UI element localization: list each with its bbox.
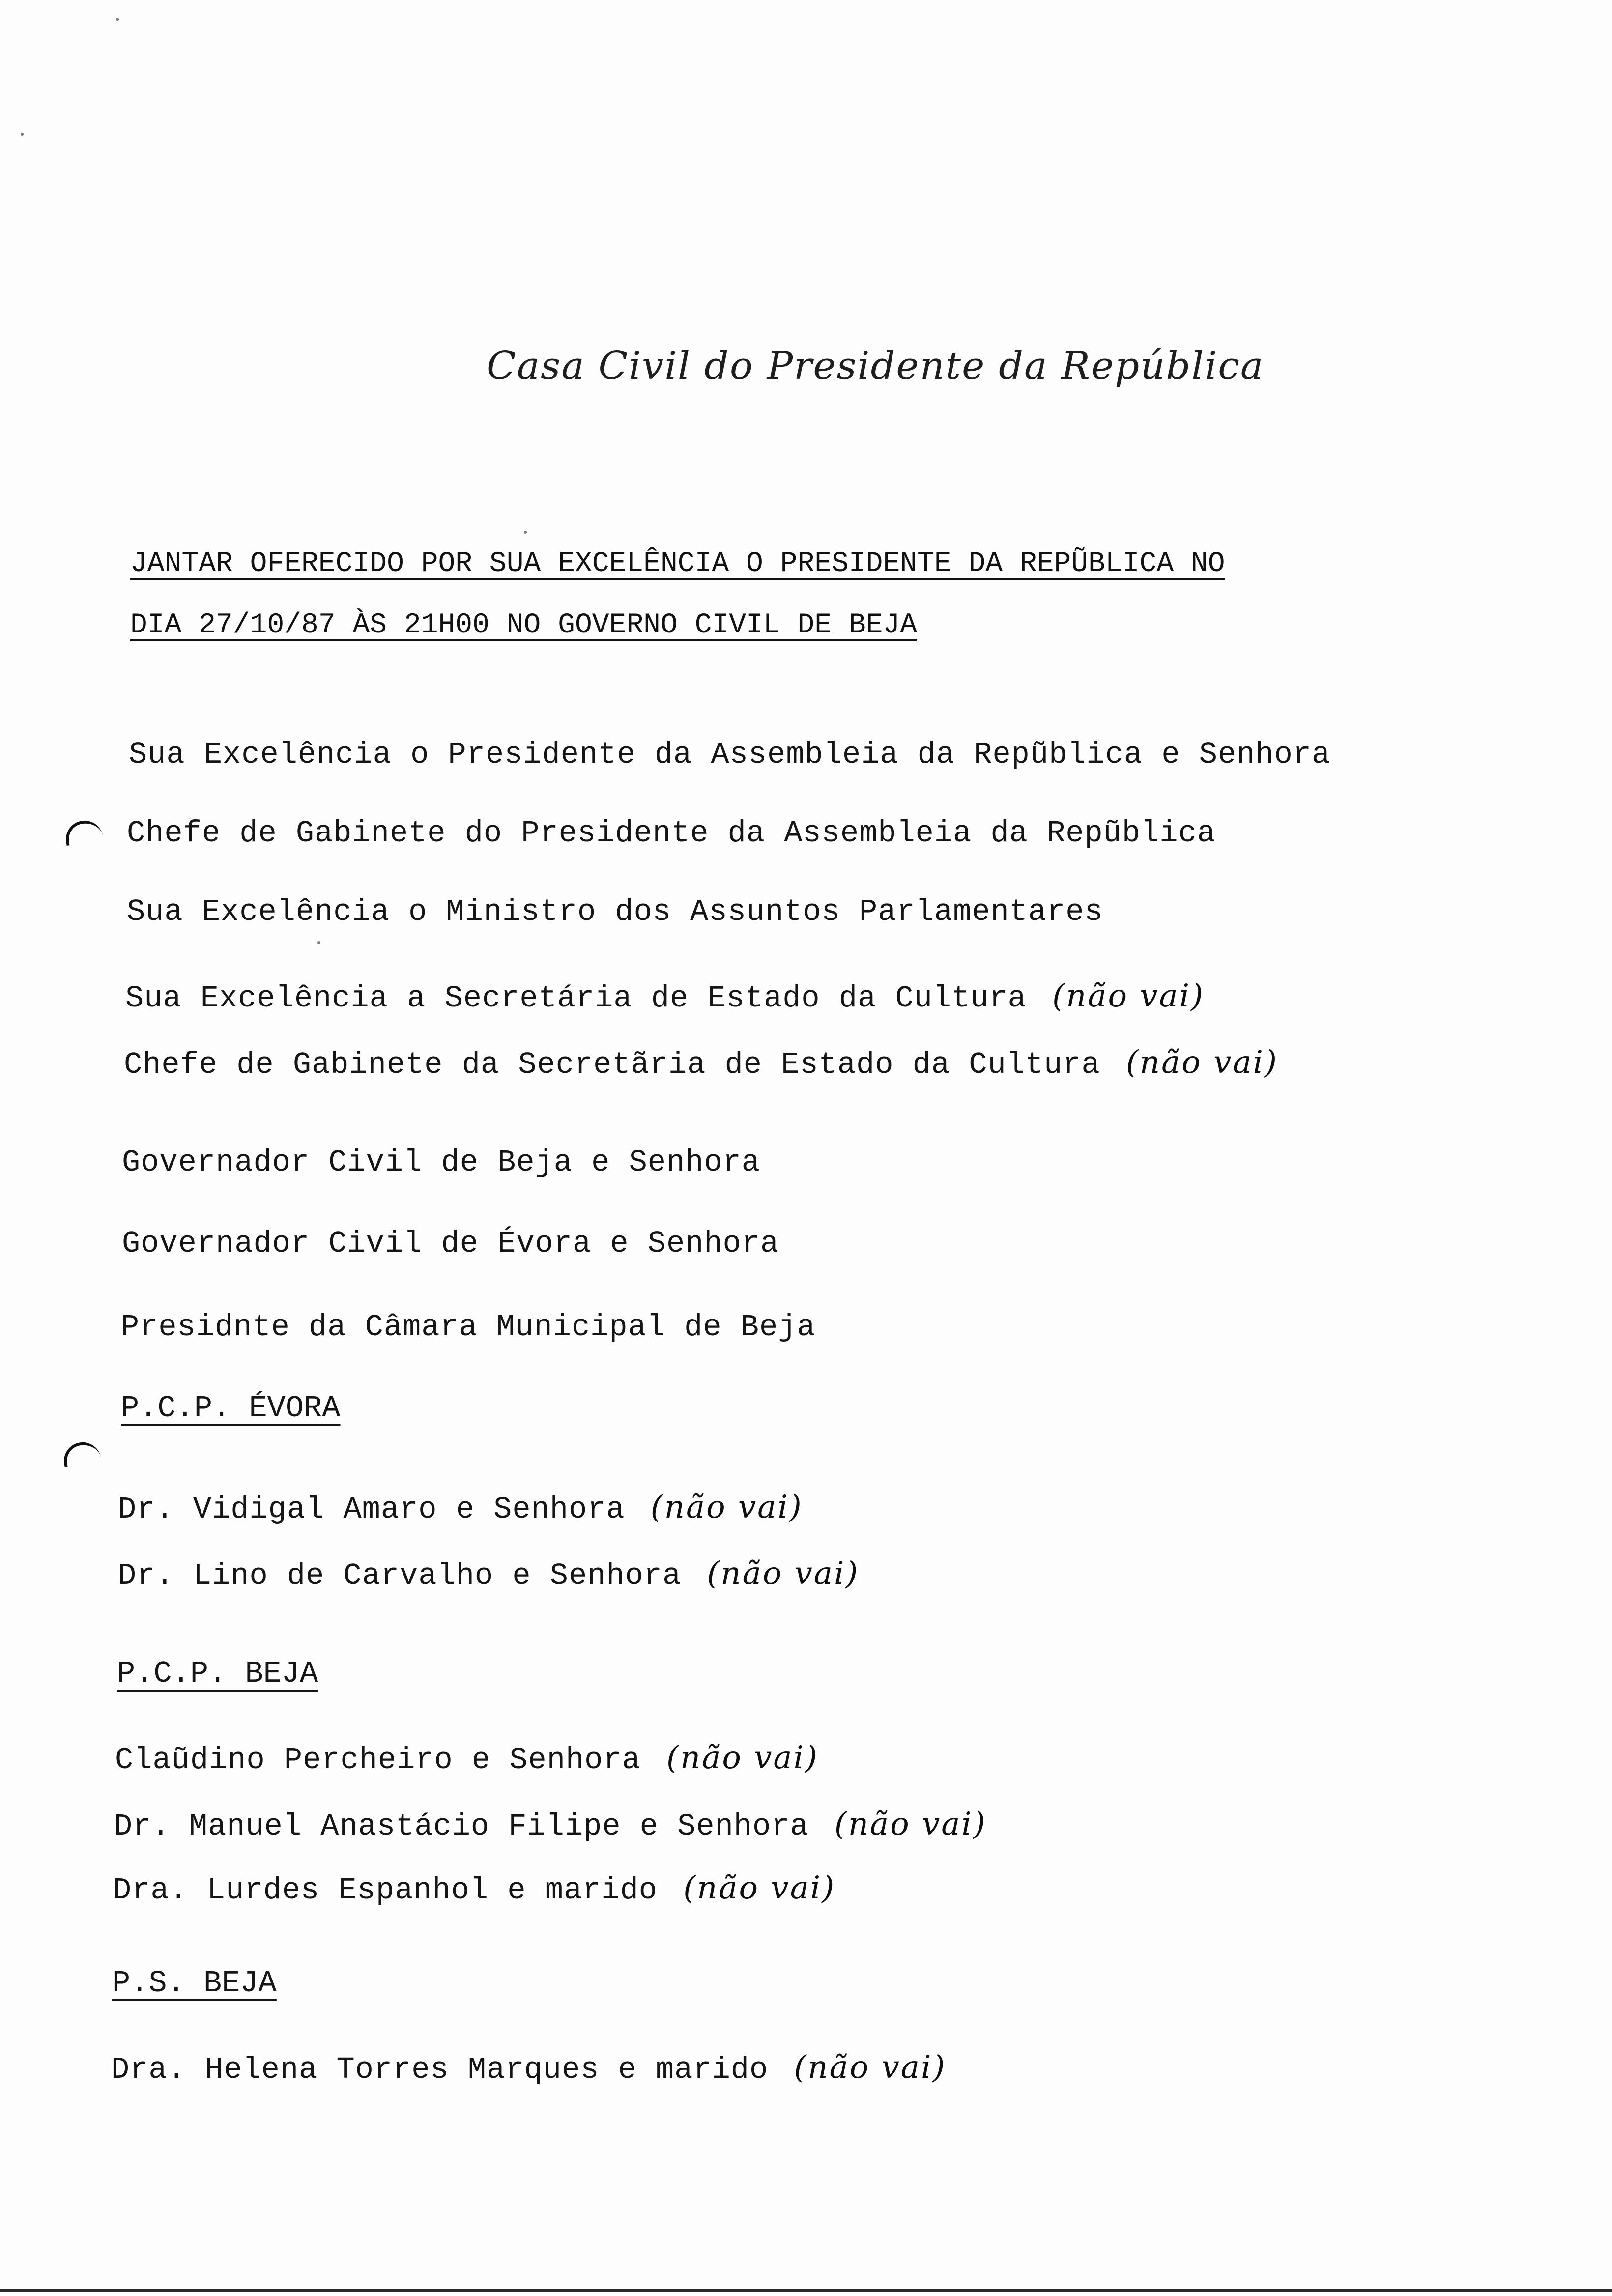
guest-line (127, 816, 1216, 851)
handwritten-note: (não vai) (666, 1740, 819, 1776)
section-item (111, 2049, 946, 2087)
scan-speck (317, 941, 320, 944)
letterhead: Casa Civil do Presidente da República (487, 344, 1265, 388)
section-title: P.C.P. ÉVORA (121, 1391, 341, 1426)
margin-check-mark (63, 818, 104, 846)
guest-text: Dr. Vidigal Amaro e Senhora (118, 1492, 625, 1527)
scan-speck (116, 18, 119, 21)
section-title: P.S. BEJA (112, 1966, 277, 2001)
handwritten-note: (não vai) (683, 1870, 836, 1906)
guest-text: Presidnte da Câmara Municipal de Beja (121, 1310, 816, 1345)
heading-line-1: JANTAR OFERECIDO POR SUA EXCELÊNCIA O PRESIDENTE DA REPŨBLICA NO (130, 548, 1225, 580)
scan-edge-line (0, 2289, 1612, 2292)
scan-speck (524, 531, 527, 534)
guest-text: Dra. Lurdes Espanhol e marido (113, 1873, 658, 1908)
guest-text: Dra. Helena Torres Marques e marido (111, 2052, 769, 2087)
guest-line (124, 1044, 1278, 1082)
heading-line-2: DIA 27/10/87 ÀS 21H00 NO GOVERNO CIVIL DE BEJA (130, 609, 918, 641)
handwritten-note: (não vai) (794, 2049, 947, 2086)
handwritten-note: (não vai) (650, 1489, 803, 1525)
margin-check-mark (61, 1440, 102, 1467)
handwritten-note: (não vai) (1125, 1044, 1278, 1081)
guest-line (121, 1310, 816, 1345)
handwritten-note: (não vai) (834, 1806, 987, 1842)
scan-speck (21, 133, 24, 136)
section-item (114, 1806, 987, 1844)
handwritten-note: (não vai) (1052, 978, 1205, 1014)
guest-line (129, 737, 1330, 772)
guest-text: Dr. Lino de Carvalho e Senhora (118, 1558, 682, 1593)
guest-text: Chefe de Gabinete do Presidente da Assembleia da Repũblica (127, 816, 1216, 851)
section-title: P.C.P. BEJA (117, 1656, 318, 1691)
guest-text: Governador Civil de Évora e Senhora (122, 1226, 779, 1261)
section-item (115, 1740, 819, 1778)
guest-text: Dr. Manuel Anastácio Filipe e Senhora (114, 1809, 809, 1844)
guest-line (125, 978, 1205, 1016)
guest-text: Sua Excelência o Ministro dos Assuntos Parlamentares (127, 894, 1103, 929)
guest-text: Sua Excelência a Secretária de Estado da Cultura (125, 981, 1027, 1016)
handwritten-note: (não vai) (707, 1555, 860, 1592)
guest-text: Claũdino Percheiro e Senhora (115, 1743, 641, 1778)
guest-line (122, 1226, 779, 1261)
guest-text: Chefe de Gabinete da Secretãria de Estado da Cultura (124, 1047, 1100, 1082)
guest-line (122, 1145, 760, 1180)
guest-line (127, 894, 1103, 929)
section-item (118, 1489, 803, 1527)
guest-text: Sua Excelência o Presidente da Assembleia da Repũblica e Senhora (129, 737, 1331, 772)
section-item (118, 1555, 859, 1593)
section-item (113, 1870, 835, 1908)
guest-text: Governador Civil de Beja e Senhora (122, 1145, 761, 1180)
